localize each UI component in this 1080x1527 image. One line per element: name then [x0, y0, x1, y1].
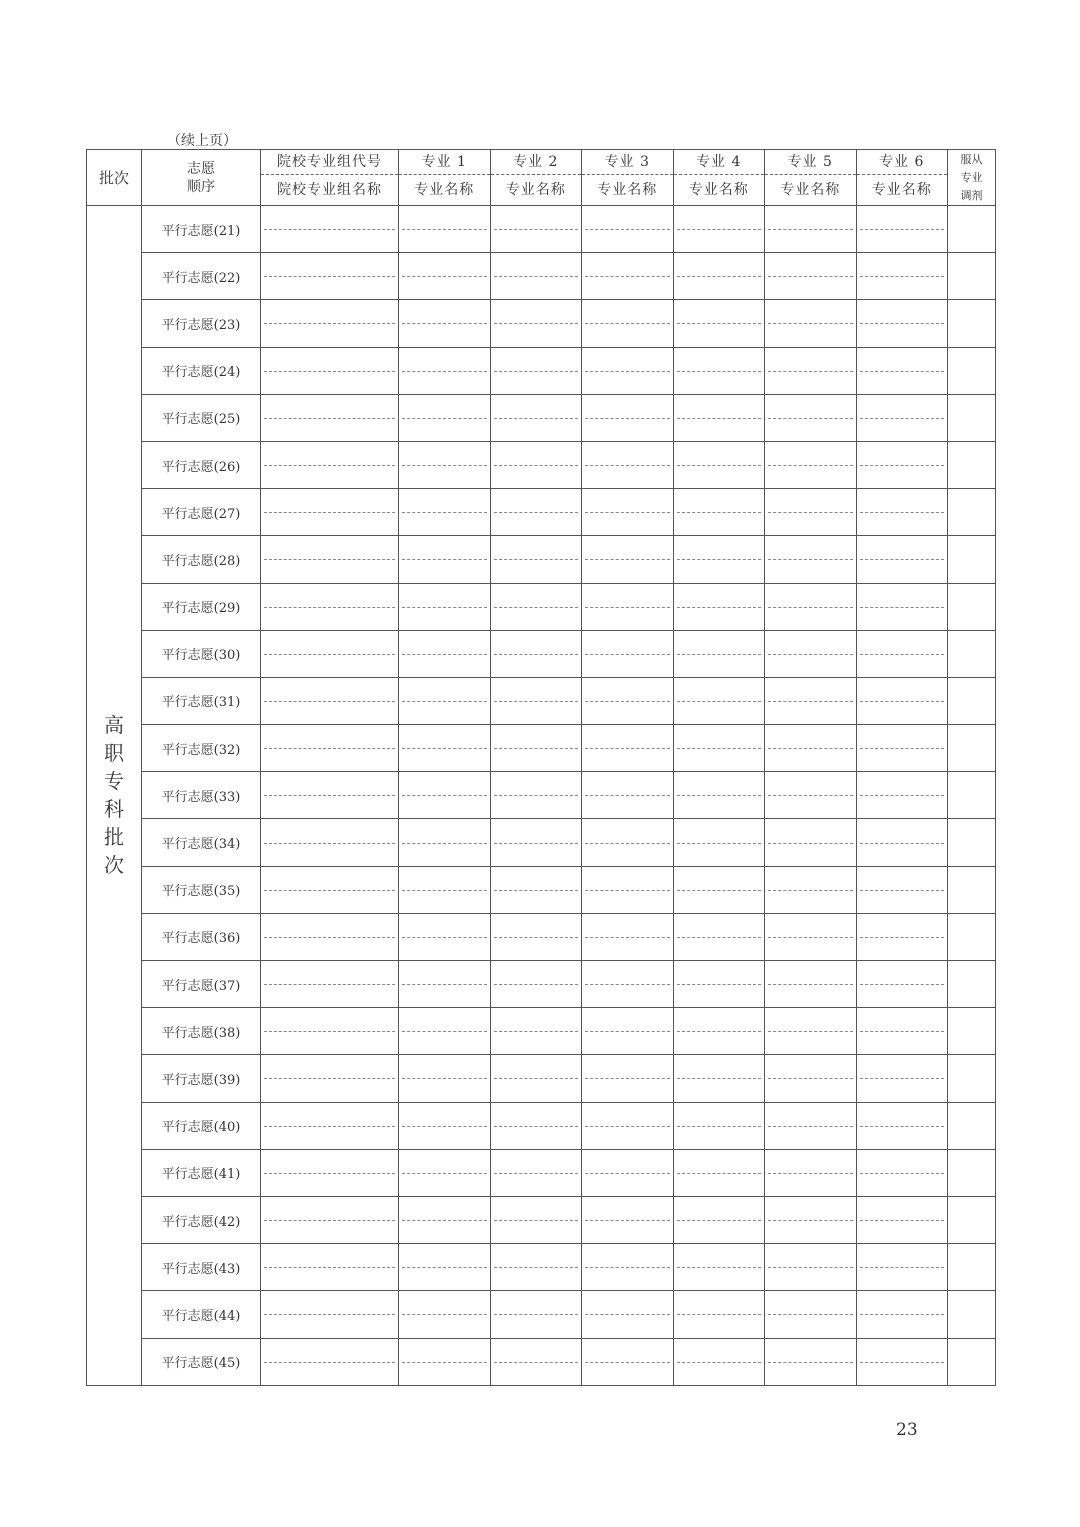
- table-row: [87, 1291, 996, 1338]
- table-row: [87, 441, 996, 488]
- major-6-field[interactable]: [856, 441, 948, 488]
- group-field[interactable]: [261, 1338, 399, 1385]
- major-2-field[interactable]: [490, 489, 582, 536]
- major-3-field[interactable]: [582, 677, 674, 724]
- major-6-field[interactable]: [856, 1338, 948, 1385]
- major-5-header: [765, 150, 857, 206]
- major-1-field[interactable]: [399, 630, 491, 677]
- major-number-label: 专业 3: [582, 150, 673, 175]
- major-5-field[interactable]: [765, 819, 857, 866]
- adjust-field[interactable]: [948, 1008, 996, 1055]
- table-row: [87, 489, 996, 536]
- major-5-field[interactable]: [765, 536, 857, 583]
- page-number: 23: [896, 1420, 918, 1440]
- table-row: [87, 206, 996, 253]
- major-1-field[interactable]: [399, 913, 491, 960]
- major-6-field[interactable]: [856, 913, 948, 960]
- group-code-header: 院校专业组代号: [261, 150, 398, 175]
- batch-header: 批次: [87, 150, 142, 206]
- choice-order-label: 平行志愿(34): [142, 819, 261, 866]
- table-row: [87, 630, 996, 677]
- adjust-field[interactable]: [948, 630, 996, 677]
- major-5-field[interactable]: [765, 677, 857, 724]
- table-row: [87, 1149, 996, 1196]
- major-2-field[interactable]: [490, 536, 582, 583]
- major-6-field[interactable]: [856, 583, 948, 630]
- major-6-field[interactable]: [856, 866, 948, 913]
- major-name-label: 专业名称: [688, 182, 749, 198]
- major-2-field[interactable]: [490, 866, 582, 913]
- group-field[interactable]: [261, 206, 399, 253]
- group-field[interactable]: [261, 1149, 399, 1196]
- choice-order-label: 平行志愿(43): [142, 1244, 261, 1291]
- group-field[interactable]: [261, 866, 399, 913]
- major-2-header: [490, 150, 582, 206]
- choice-order-label: 平行志愿(39): [142, 1055, 261, 1102]
- table-row: [87, 866, 996, 913]
- choice-order-label: 平行志愿(23): [142, 300, 261, 347]
- adjust-field[interactable]: [948, 206, 996, 253]
- major-3-header: [582, 150, 674, 206]
- continued-label: （续上页）: [167, 133, 237, 149]
- table-row: [87, 394, 996, 441]
- adjust-field[interactable]: [948, 913, 996, 960]
- major-6-field[interactable]: [856, 536, 948, 583]
- adjust-field[interactable]: [948, 1338, 996, 1385]
- group-field[interactable]: [261, 961, 399, 1008]
- major-2-field[interactable]: [490, 772, 582, 819]
- major-2-field[interactable]: [490, 725, 582, 772]
- major-2-field[interactable]: [490, 630, 582, 677]
- adjust-field[interactable]: [948, 961, 996, 1008]
- group-field[interactable]: [261, 347, 399, 394]
- major-2-field[interactable]: [490, 1149, 582, 1196]
- group-name-header: 院校专业组名称: [277, 182, 382, 198]
- major-2-field[interactable]: [490, 441, 582, 488]
- major-name-label: 专业名称: [505, 182, 566, 198]
- major-4-field[interactable]: [673, 1055, 765, 1102]
- major-1-field[interactable]: [399, 866, 491, 913]
- major-1-field[interactable]: [399, 1196, 491, 1243]
- adjust-field[interactable]: [948, 489, 996, 536]
- adjust-field[interactable]: [948, 1291, 996, 1338]
- adjust-field[interactable]: [948, 725, 996, 772]
- major-1-field[interactable]: [399, 1008, 491, 1055]
- major-1-field[interactable]: [399, 677, 491, 724]
- group-field[interactable]: [261, 394, 399, 441]
- group-field[interactable]: [261, 583, 399, 630]
- adjust-field[interactable]: [948, 347, 996, 394]
- major-3-field[interactable]: [582, 630, 674, 677]
- major-3-field[interactable]: [582, 441, 674, 488]
- major-4-field[interactable]: [673, 1244, 765, 1291]
- major-5-field[interactable]: [765, 772, 857, 819]
- group-field[interactable]: [261, 677, 399, 724]
- major-4-header: [673, 150, 765, 206]
- major-5-field[interactable]: [765, 1291, 857, 1338]
- group-field[interactable]: [261, 772, 399, 819]
- major-6-field[interactable]: [856, 961, 948, 1008]
- major-2-field[interactable]: [490, 677, 582, 724]
- adjust-header-line3: 调剂: [960, 188, 983, 202]
- adjust-field[interactable]: [948, 253, 996, 300]
- major-2-field[interactable]: [490, 253, 582, 300]
- major-1-field[interactable]: [399, 583, 491, 630]
- major-5-field[interactable]: [765, 961, 857, 1008]
- adjust-field[interactable]: [948, 1196, 996, 1243]
- major-number-label: 专业 4: [674, 150, 765, 175]
- major-5-field[interactable]: [765, 1244, 857, 1291]
- group-field[interactable]: [261, 300, 399, 347]
- order-header: [142, 150, 261, 206]
- major-2-field[interactable]: [490, 206, 582, 253]
- major-3-field[interactable]: [582, 725, 674, 772]
- major-3-field[interactable]: [582, 536, 674, 583]
- adjust-field[interactable]: [948, 583, 996, 630]
- major-6-header: [856, 150, 948, 206]
- major-1-field[interactable]: [399, 300, 491, 347]
- major-1-field[interactable]: [399, 1149, 491, 1196]
- major-number-label: 专业 2: [491, 150, 582, 175]
- adjust-field[interactable]: [948, 441, 996, 488]
- choice-order-label: 平行志愿(27): [142, 489, 261, 536]
- application-form-table: [86, 149, 996, 1386]
- major-5-field[interactable]: [765, 1196, 857, 1243]
- major-4-field[interactable]: [673, 1338, 765, 1385]
- table-row: [87, 1055, 996, 1102]
- order-header-line2: 顺序: [187, 178, 215, 195]
- major-5-field[interactable]: [765, 1338, 857, 1385]
- choice-order-label: 平行志愿(40): [142, 1102, 261, 1149]
- major-name-label: 专业名称: [597, 182, 658, 198]
- table-row: [87, 819, 996, 866]
- major-4-field[interactable]: [673, 489, 765, 536]
- major-6-field[interactable]: [856, 1196, 948, 1243]
- major-4-field[interactable]: [673, 206, 765, 253]
- major-name-label: 专业名称: [871, 182, 932, 198]
- major-1-field[interactable]: [399, 961, 491, 1008]
- major-5-field[interactable]: [765, 347, 857, 394]
- adjust-field[interactable]: [948, 1102, 996, 1149]
- major-3-field[interactable]: [582, 819, 674, 866]
- adjust-field[interactable]: [948, 1055, 996, 1102]
- major-2-field[interactable]: [490, 961, 582, 1008]
- choice-order-label: 平行志愿(42): [142, 1196, 261, 1243]
- group-field[interactable]: [261, 630, 399, 677]
- adjust-field[interactable]: [948, 772, 996, 819]
- major-3-field[interactable]: [582, 1196, 674, 1243]
- table-row: [87, 347, 996, 394]
- major-3-field[interactable]: [582, 1338, 674, 1385]
- group-field[interactable]: [261, 1102, 399, 1149]
- major-2-field[interactable]: [490, 1008, 582, 1055]
- major-3-field[interactable]: [582, 300, 674, 347]
- major-5-field[interactable]: [765, 1055, 857, 1102]
- major-4-field[interactable]: [673, 441, 765, 488]
- major-2-field[interactable]: [490, 1291, 582, 1338]
- major-4-field[interactable]: [673, 961, 765, 1008]
- major-1-field[interactable]: [399, 347, 491, 394]
- adjust-field[interactable]: [948, 300, 996, 347]
- major-4-field[interactable]: [673, 300, 765, 347]
- major-4-field[interactable]: [673, 772, 765, 819]
- major-number-label: 专业 1: [399, 150, 490, 175]
- major-6-field[interactable]: [856, 725, 948, 772]
- major-5-field[interactable]: [765, 253, 857, 300]
- major-5-field[interactable]: [765, 441, 857, 488]
- major-1-field[interactable]: [399, 1055, 491, 1102]
- major-1-header: [399, 150, 491, 206]
- major-3-field[interactable]: [582, 1149, 674, 1196]
- major-2-field[interactable]: [490, 913, 582, 960]
- order-header-line1: 志愿: [187, 160, 215, 177]
- major-4-field[interactable]: [673, 536, 765, 583]
- major-4-field[interactable]: [673, 866, 765, 913]
- group-header: [261, 150, 399, 206]
- choice-order-label: 平行志愿(45): [142, 1338, 261, 1385]
- major-1-field[interactable]: [399, 819, 491, 866]
- major-3-field[interactable]: [582, 1291, 674, 1338]
- choice-order-label: 平行志愿(31): [142, 677, 261, 724]
- group-field[interactable]: [261, 1291, 399, 1338]
- table-row: [87, 961, 996, 1008]
- major-4-field[interactable]: [673, 677, 765, 724]
- major-4-field[interactable]: [673, 347, 765, 394]
- table-row: [87, 772, 996, 819]
- major-6-field[interactable]: [856, 630, 948, 677]
- major-1-field[interactable]: [399, 206, 491, 253]
- table-row: [87, 1338, 996, 1385]
- major-6-field[interactable]: [856, 253, 948, 300]
- major-6-field[interactable]: [856, 1008, 948, 1055]
- choice-order-label: 平行志愿(25): [142, 394, 261, 441]
- major-2-field[interactable]: [490, 583, 582, 630]
- major-6-field[interactable]: [856, 819, 948, 866]
- choice-order-label: 平行志愿(35): [142, 866, 261, 913]
- adjust-field[interactable]: [948, 1244, 996, 1291]
- major-6-field[interactable]: [856, 772, 948, 819]
- major-1-field[interactable]: [399, 1102, 491, 1149]
- major-4-field[interactable]: [673, 394, 765, 441]
- choice-order-label: 平行志愿(29): [142, 583, 261, 630]
- major-1-field[interactable]: [399, 772, 491, 819]
- major-6-field[interactable]: [856, 394, 948, 441]
- major-1-field[interactable]: [399, 725, 491, 772]
- major-5-field[interactable]: [765, 583, 857, 630]
- table-row: [87, 677, 996, 724]
- group-field[interactable]: [261, 536, 399, 583]
- adjust-header: [948, 150, 996, 206]
- choice-order-label: 平行志愿(32): [142, 725, 261, 772]
- major-4-field[interactable]: [673, 1196, 765, 1243]
- table-row: [87, 1196, 996, 1243]
- header-row: [87, 150, 996, 206]
- major-5-field[interactable]: [765, 1008, 857, 1055]
- major-1-field[interactable]: [399, 1338, 491, 1385]
- major-2-field[interactable]: [490, 1102, 582, 1149]
- major-3-field[interactable]: [582, 583, 674, 630]
- adjust-header-line1: 服从: [960, 152, 983, 166]
- major-6-field[interactable]: [856, 1149, 948, 1196]
- major-5-field[interactable]: [765, 300, 857, 347]
- choice-order-label: 平行志愿(28): [142, 536, 261, 583]
- major-5-field[interactable]: [765, 489, 857, 536]
- adjust-header-line2: 专业: [960, 170, 983, 184]
- major-6-field[interactable]: [856, 1291, 948, 1338]
- major-name-label: 专业名称: [780, 182, 841, 198]
- major-6-field[interactable]: [856, 677, 948, 724]
- group-field[interactable]: [261, 725, 399, 772]
- major-1-field[interactable]: [399, 536, 491, 583]
- major-5-field[interactable]: [765, 866, 857, 913]
- adjust-field[interactable]: [948, 536, 996, 583]
- adjust-field[interactable]: [948, 866, 996, 913]
- choice-order-label: 平行志愿(33): [142, 772, 261, 819]
- major-5-field[interactable]: [765, 394, 857, 441]
- major-3-field[interactable]: [582, 1244, 674, 1291]
- major-5-field[interactable]: [765, 1102, 857, 1149]
- adjust-field[interactable]: [948, 819, 996, 866]
- major-4-field[interactable]: [673, 630, 765, 677]
- table-row: [87, 583, 996, 630]
- major-1-field[interactable]: [399, 394, 491, 441]
- group-field[interactable]: [261, 1055, 399, 1102]
- major-3-field[interactable]: [582, 489, 674, 536]
- group-field[interactable]: [261, 1008, 399, 1055]
- adjust-field[interactable]: [948, 677, 996, 724]
- table-row: [87, 300, 996, 347]
- choice-order-label: 平行志愿(37): [142, 961, 261, 1008]
- major-1-field[interactable]: [399, 441, 491, 488]
- table-row: [87, 1244, 996, 1291]
- table-row: [87, 536, 996, 583]
- major-5-field[interactable]: [765, 630, 857, 677]
- adjust-field[interactable]: [948, 1149, 996, 1196]
- table-row: [87, 1102, 996, 1149]
- major-3-field[interactable]: [582, 1008, 674, 1055]
- group-field[interactable]: [261, 913, 399, 960]
- major-4-field[interactable]: [673, 819, 765, 866]
- major-4-field[interactable]: [673, 1291, 765, 1338]
- batch-name: 高职专科批次: [104, 713, 124, 878]
- major-3-field[interactable]: [582, 961, 674, 1008]
- choice-order-label: 平行志愿(36): [142, 913, 261, 960]
- major-2-field[interactable]: [490, 347, 582, 394]
- major-2-field[interactable]: [490, 1196, 582, 1243]
- choice-order-label: 平行志愿(21): [142, 206, 261, 253]
- major-number-label: 专业 6: [857, 150, 948, 175]
- choice-order-label: 平行志愿(38): [142, 1008, 261, 1055]
- major-3-field[interactable]: [582, 772, 674, 819]
- major-6-field[interactable]: [856, 489, 948, 536]
- table-row: [87, 725, 996, 772]
- major-6-field[interactable]: [856, 1102, 948, 1149]
- major-5-field[interactable]: [765, 206, 857, 253]
- major-1-field[interactable]: [399, 253, 491, 300]
- major-6-field[interactable]: [856, 206, 948, 253]
- major-4-field[interactable]: [673, 583, 765, 630]
- table-row: [87, 1008, 996, 1055]
- group-field[interactable]: [261, 489, 399, 536]
- major-4-field[interactable]: [673, 253, 765, 300]
- major-3-field[interactable]: [582, 206, 674, 253]
- choice-order-label: 平行志愿(41): [142, 1149, 261, 1196]
- major-5-field[interactable]: [765, 1149, 857, 1196]
- adjust-field[interactable]: [948, 394, 996, 441]
- table-row: [87, 253, 996, 300]
- major-1-field[interactable]: [399, 1291, 491, 1338]
- major-3-field[interactable]: [582, 913, 674, 960]
- major-6-field[interactable]: [856, 1244, 948, 1291]
- choice-order-label: 平行志愿(44): [142, 1291, 261, 1338]
- choice-order-label: 平行志愿(24): [142, 347, 261, 394]
- group-field[interactable]: [261, 1244, 399, 1291]
- major-5-field[interactable]: [765, 913, 857, 960]
- major-2-field[interactable]: [490, 394, 582, 441]
- major-3-field[interactable]: [582, 1102, 674, 1149]
- major-3-field[interactable]: [582, 866, 674, 913]
- major-1-field[interactable]: [399, 489, 491, 536]
- major-6-field[interactable]: [856, 1055, 948, 1102]
- major-4-field[interactable]: [673, 1008, 765, 1055]
- choice-order-label: 平行志愿(22): [142, 253, 261, 300]
- major-6-field[interactable]: [856, 347, 948, 394]
- major-4-field[interactable]: [673, 1149, 765, 1196]
- batch-name-cell: [87, 206, 142, 1386]
- major-2-field[interactable]: [490, 300, 582, 347]
- major-3-field[interactable]: [582, 394, 674, 441]
- major-3-field[interactable]: [582, 253, 674, 300]
- major-4-field[interactable]: [673, 913, 765, 960]
- major-6-field[interactable]: [856, 300, 948, 347]
- major-4-field[interactable]: [673, 725, 765, 772]
- major-2-field[interactable]: [490, 819, 582, 866]
- choice-order-label: 平行志愿(30): [142, 630, 261, 677]
- choice-order-label: 平行志愿(26): [142, 441, 261, 488]
- major-2-field[interactable]: [490, 1244, 582, 1291]
- major-4-field[interactable]: [673, 1102, 765, 1149]
- major-1-field[interactable]: [399, 1244, 491, 1291]
- table-row: [87, 913, 996, 960]
- group-field[interactable]: [261, 819, 399, 866]
- major-5-field[interactable]: [765, 725, 857, 772]
- major-name-label: 专业名称: [414, 182, 475, 198]
- major-2-field[interactable]: [490, 1338, 582, 1385]
- group-field[interactable]: [261, 441, 399, 488]
- major-number-label: 专业 5: [765, 150, 856, 175]
- major-3-field[interactable]: [582, 1055, 674, 1102]
- major-3-field[interactable]: [582, 347, 674, 394]
- major-2-field[interactable]: [490, 1055, 582, 1102]
- group-field[interactable]: [261, 1196, 399, 1243]
- group-field[interactable]: [261, 253, 399, 300]
